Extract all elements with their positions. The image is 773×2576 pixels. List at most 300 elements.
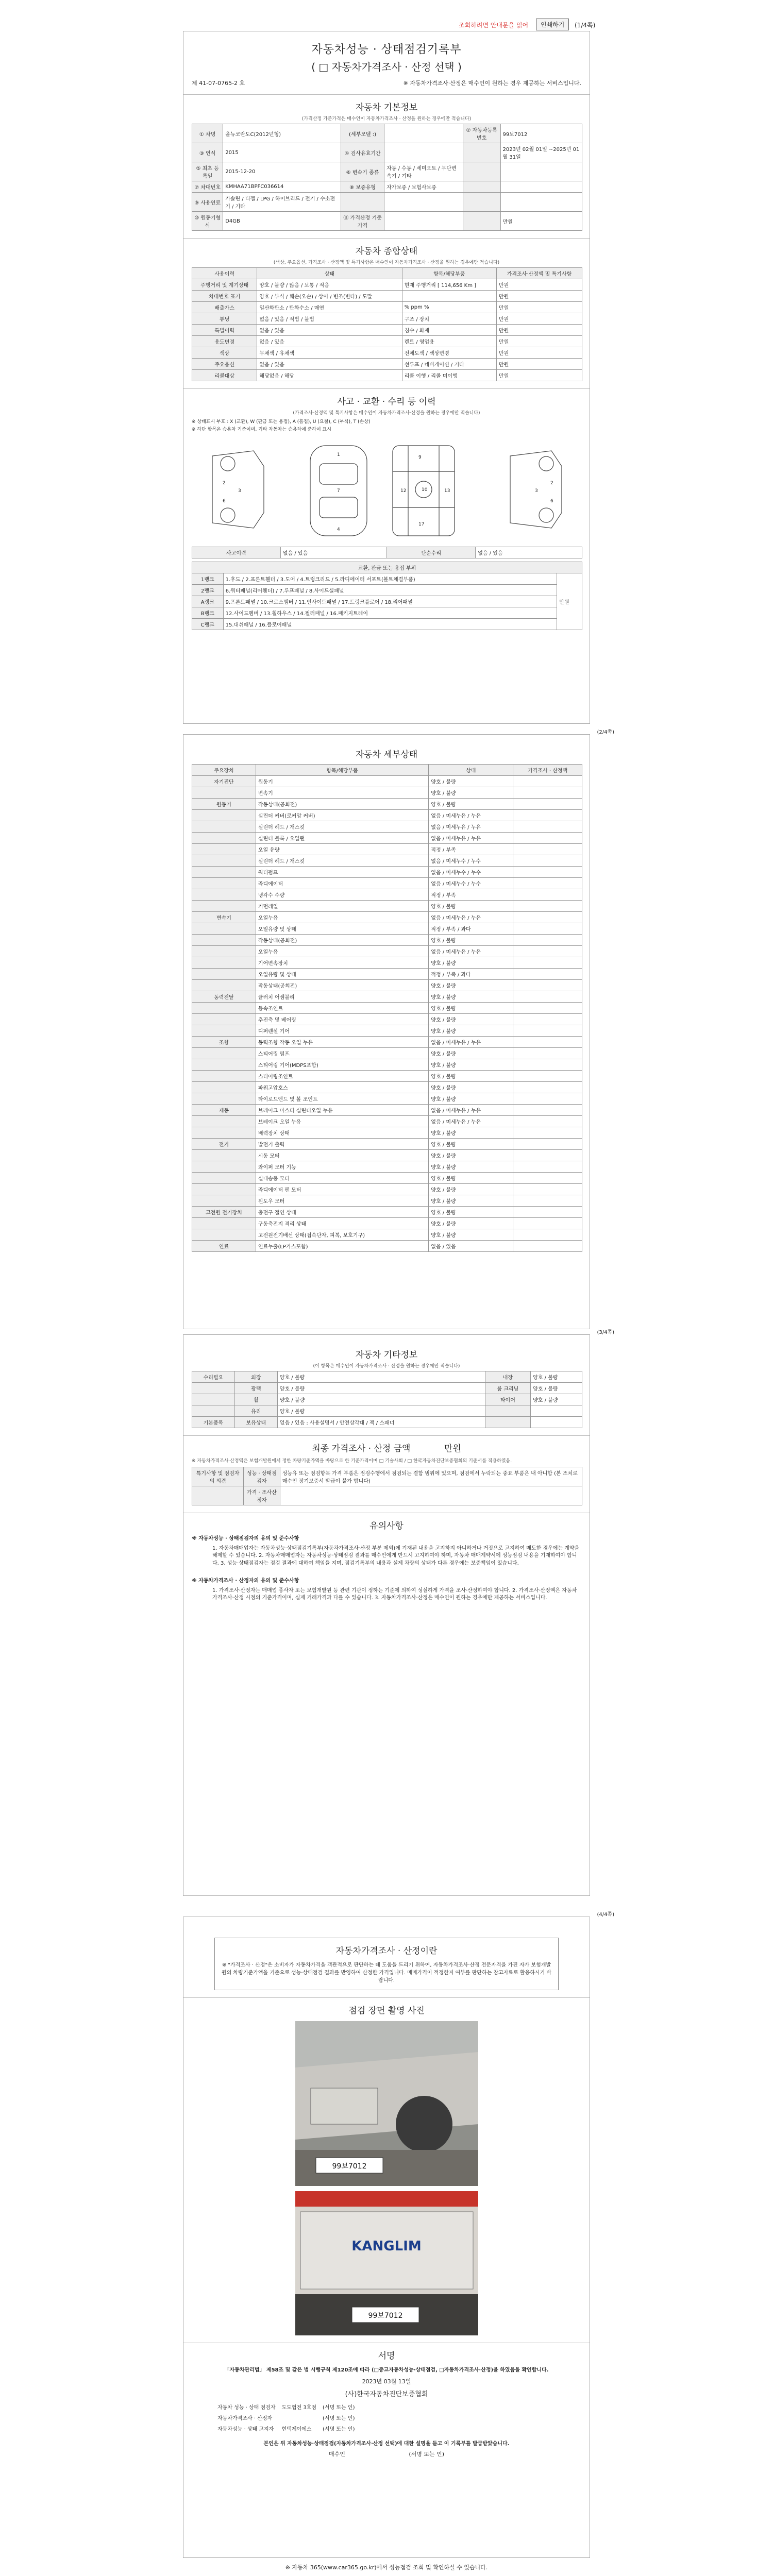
detail-state: 양호 / 불량 [429, 991, 513, 1003]
detail-item: 오일유량 및 상태 [256, 923, 428, 935]
other-info-note: (이 항목은 매수인이 자동차가격조사 · 산정을 원하는 경우에만 적습니다) [313, 1364, 460, 1369]
svg-text:4: 4 [337, 527, 340, 532]
overall-status-state: 양호 / 부식 / 훼손(오손) / 상이 / 변조(변타) / 도말 [257, 291, 402, 302]
detail-price [513, 1173, 582, 1184]
detail-group [192, 1150, 256, 1161]
detail-status-row [192, 935, 582, 946]
signature-seal: (서명 또는 인) [323, 2427, 355, 2432]
svg-text:13: 13 [444, 488, 450, 494]
basic-info-row [192, 181, 582, 193]
top-notice: 조회하려면 안내문을 읽어 [459, 22, 529, 29]
detail-item: 작동상태(공회전) [256, 935, 428, 946]
overall-status-row [192, 336, 582, 347]
detail-status-row [192, 1139, 582, 1150]
detail-price [513, 1003, 582, 1014]
detail-price [513, 1241, 582, 1252]
detail-group [192, 878, 256, 889]
signature-name: 도도협전 3호점 [281, 2405, 317, 2411]
frame-rank: 1랭크 [192, 573, 224, 585]
overall-status-header-cell: 항목/해당부품 [402, 268, 496, 279]
page-number: (3/4쪽) [597, 1330, 614, 1335]
detail-state: 양호 / 불량 [429, 1025, 513, 1037]
detail-item: 등속조인트 [256, 1003, 428, 1014]
detail-price [513, 991, 582, 1003]
basic-info-value-2 [384, 193, 463, 212]
caution-title: 유의사항 [183, 1513, 590, 1531]
other-info-group: 수리필요 [192, 1371, 235, 1383]
basic-info-note: (가격산정 가준가격은 매수인이 자동차가격조사 · 산정을 원하는 경우에만 적습니다) [301, 116, 472, 122]
frame-damage-row [192, 619, 582, 630]
signature-role: 자동차 성능 · 상태 점검자 [217, 2405, 276, 2411]
simple-repair-value: 없음 / 있음 [476, 547, 582, 558]
detail-status-row [192, 867, 582, 878]
caution-heading-2: ※ 자동차가격조사 · 산정자의 유의 및 준수사항 [192, 1578, 299, 1584]
detail-price [513, 1127, 582, 1139]
detail-price [513, 1139, 582, 1150]
detail-item: 브레이크 마스터 실린더오일 누유 [256, 1105, 428, 1116]
detail-price [513, 855, 582, 867]
overall-status-detail: 리콜 이행 / 리콜 미이행 [402, 370, 496, 381]
detail-group: 원동기 [192, 799, 256, 810]
detail-item: 고전원전기배선 상태(접속단자, 피복, 보호기구) [256, 1229, 428, 1241]
detail-state: 없음 / 미세누유 / 누유 [429, 946, 513, 957]
detail-group: 전기 [192, 1139, 256, 1150]
other-info-state-2: 양호 / 불량 [531, 1394, 582, 1405]
svg-text:9: 9 [418, 455, 422, 460]
detail-price [513, 1218, 582, 1229]
detail-item: 윈도우 모터 [256, 1195, 428, 1207]
detail-group [192, 946, 256, 957]
buyer-note: 본인은 위 자동차성능·상태점검(자동차가격조사·산정 선택)에 대한 설명을 듣고 이 기록부를 발급받았습니다. [263, 2441, 510, 2447]
detail-group [192, 1229, 256, 1241]
overall-status-title: 자동차 종합상태 [183, 238, 590, 257]
other-info-item: 유리 [234, 1405, 277, 1417]
detail-status-row [192, 1082, 582, 1093]
detail-item: 실린더 헤드 / 개스킷 [256, 855, 428, 867]
buyer-sign-line: 매수인 (서명 또는 인) [328, 2451, 445, 2458]
basic-info-key: ③ 연식 [192, 143, 223, 162]
svg-text:3: 3 [535, 488, 538, 494]
detail-state: 양호 / 불량 [429, 1139, 513, 1150]
other-info-table [192, 1371, 582, 1428]
status-legend-2: ※ 하단 항목은 승용차 기준이며, 기타 자동차는 승용차에 준하여 표시 [192, 427, 331, 432]
special-notes-role: 가격 · 조사산정자 [244, 1486, 280, 1505]
basic-info-value: KMHAA71BPFC036614 [223, 181, 341, 193]
svg-text:6: 6 [550, 499, 553, 504]
overall-status-detail: 전체도색 / 색상변경 [402, 347, 496, 359]
frame-items: 15.대쉬패널 / 16.플로어패널 [223, 619, 557, 630]
detail-state: 없음 / 미세누유 / 누유 [429, 1116, 513, 1127]
detail-group: 제동 [192, 1105, 256, 1116]
other-info-group: 기본품목 [192, 1417, 235, 1428]
detail-item: 와이퍼 모터 기능 [256, 1161, 428, 1173]
basic-info-key-2: ④ 검사유효기간 [341, 143, 384, 162]
detail-price [513, 799, 582, 810]
page-3 [183, 1330, 614, 1896]
detail-state: 양호 / 불량 [429, 1093, 513, 1105]
footer-note: ※ 자동차 365(www.car365.go.kr)에서 성능점검 조회 및 확인하실 수 있습니다. [285, 2564, 488, 2571]
overall-status-detail: 현재 주행거리 [ 114,656 Km ] [402, 279, 496, 291]
overall-status-detail: 구조 / 장치 [402, 313, 496, 325]
detail-state: 양호 / 불량 [429, 1229, 513, 1241]
detail-group [192, 833, 256, 844]
accident-key: 사고이력 [192, 547, 281, 558]
detail-state: 양호 / 불량 [429, 787, 513, 799]
detail-item: 실린더 헤드 / 개스킷 [256, 821, 428, 833]
detail-price [513, 1014, 582, 1025]
page-1 [183, 31, 590, 724]
accident-history-title: 사고 · 교환 · 수리 등 이력 [183, 388, 590, 407]
detail-group [192, 1048, 256, 1059]
detail-state: 양호 / 불량 [429, 1207, 513, 1218]
signature-table [214, 2401, 358, 2434]
detail-item: 작동상태(공회전) [256, 980, 428, 991]
special-notes-table [192, 1467, 582, 1505]
detail-status-row [192, 1207, 582, 1218]
detail-status-row [192, 833, 582, 844]
detail-group [192, 901, 256, 912]
overall-status-state: 없음 / 있음 [257, 325, 402, 336]
detail-state: 없음 / 미세누유 / 누유 [429, 1037, 513, 1048]
detail-price [513, 1229, 582, 1241]
price-info-title: 자동차가격조사 · 산정이란 [335, 1946, 438, 1956]
detail-status-row [192, 1161, 582, 1173]
final-price-unit: 만원 [444, 1444, 461, 1454]
detail-status-row [192, 1014, 582, 1025]
detail-item: 커먼레일 [256, 901, 428, 912]
detail-state: 없음 / 미세누수 / 누수 [429, 867, 513, 878]
detail-status-row [192, 1071, 582, 1082]
basic-info-key-2: (세부모델 :) [341, 124, 384, 143]
basic-info-row [192, 143, 582, 162]
frame-rank: B랭크 [192, 607, 224, 619]
other-info-row [192, 1417, 582, 1428]
detail-group: 연료 [192, 1241, 256, 1252]
overall-status-price: 만원 [496, 336, 582, 347]
special-notes-row [192, 1467, 582, 1486]
detail-status-row [192, 799, 582, 810]
other-info-item-2: 내장 [485, 1371, 530, 1383]
detail-price [513, 821, 582, 833]
signature-row [214, 2423, 358, 2434]
detail-group [192, 1025, 256, 1037]
svg-text:17: 17 [418, 522, 425, 527]
detail-state: 양호 / 불량 [429, 957, 513, 969]
other-info-state-2 [531, 1405, 582, 1417]
basic-info-value-3: 2023년 02월 01일 ~2025년 01월 31일 [500, 143, 582, 162]
detail-status-row [192, 1173, 582, 1184]
detail-item: 작동상태(공회전) [256, 799, 428, 810]
car-diagram [192, 435, 582, 544]
frame-items: 9.프론트패널 / 10.크로스멤버 / 11.인사이드패널 / 17.트렁크플로어 / 18.리어패널 [223, 596, 557, 607]
detail-item: 실린더 블록 / 오일팬 [256, 833, 428, 844]
accident-history-note: (가격조사·산정액 및 특기사항은 매수인이 자동차가격조사·산정을 원하는 경우에만 적습니다) [293, 411, 480, 416]
page-number: (2/4쪽) [597, 730, 614, 735]
basic-info-value-2: 자가보증 / 보험사보증 [384, 181, 463, 193]
detail-state: 양호 / 불량 [429, 1161, 513, 1173]
basic-info-key-2 [341, 193, 384, 212]
detail-group [192, 1218, 256, 1229]
detail-group: 변속기 [192, 912, 256, 923]
detail-group [192, 1173, 256, 1184]
detail-state: 없음 / 미세누유 / 누유 [429, 833, 513, 844]
overall-status-header-cell: 사용이력 [192, 268, 257, 279]
overall-status-detail: % ppm % [402, 302, 496, 313]
detail-status-row [192, 1150, 582, 1161]
signature-role: 자동차성능 · 상태 고지자 [217, 2427, 274, 2432]
signature-org: (사)한국자동차진단보증협회 [345, 2391, 428, 2398]
detail-price [513, 923, 582, 935]
detail-status-row [192, 889, 582, 901]
overall-status-key: 배출가스 [192, 302, 257, 313]
car-diagram-svg [192, 435, 582, 544]
caution-heading-1: ※ 자동차성능 · 상태점검자의 유의 및 준수사항 [192, 1536, 299, 1541]
detail-state: 양호 / 불량 [429, 1048, 513, 1059]
overall-status-price: 만원 [496, 313, 582, 325]
detail-status-row [192, 821, 582, 833]
detail-group [192, 855, 256, 867]
detail-status-row [192, 923, 582, 935]
service-warning: ※ 자동차가격조사·산정은 매수인이 원하는 경우 제공하는 서비스입니다. [403, 80, 581, 87]
detail-status-row [192, 1241, 582, 1252]
special-notes-value [280, 1486, 582, 1505]
detail-status-row [192, 1105, 582, 1116]
detail-price [513, 946, 582, 957]
detail-group: 동력전달 [192, 991, 256, 1003]
doc-number: 제 41-07-0765-2 호 [192, 80, 245, 87]
svg-text:2: 2 [223, 481, 226, 486]
other-info-item-2 [485, 1417, 530, 1428]
overall-status-row [192, 370, 582, 381]
signature-title: 서명 [183, 2343, 590, 2361]
detail-group [192, 1195, 256, 1207]
detail-price [513, 810, 582, 821]
frame-damage-row [192, 573, 582, 585]
overall-status-row [192, 279, 582, 291]
basic-info-key: ⑦ 차대번호 [192, 181, 223, 193]
detail-status-row [192, 969, 582, 980]
detail-price [513, 969, 582, 980]
overall-status-state: 양호 / 불량 / 많음 / 보통 / 적음 [257, 279, 402, 291]
signature-row [214, 2412, 358, 2423]
basic-info-key-3 [463, 193, 500, 212]
basic-info-key-3 [463, 181, 500, 193]
other-info-row [192, 1405, 582, 1417]
detail-status-row [192, 1059, 582, 1071]
detail-item: 변속기 [256, 787, 428, 799]
signature-row [214, 2401, 358, 2412]
detail-status-row [192, 1116, 582, 1127]
page-number: (4/4쪽) [597, 1912, 614, 1918]
detail-price [513, 878, 582, 889]
detail-state: 양호 / 불량 [429, 1218, 513, 1229]
wheel-front-left [221, 456, 235, 471]
overall-status-detail: 침수 / 화재 [402, 325, 496, 336]
detail-item: 동력조향 작동 오일 누유 [256, 1037, 428, 1048]
other-info-state: 양호 / 불량 [277, 1371, 485, 1383]
overall-status-detail: 렌트 / 영업용 [402, 336, 496, 347]
frame-items: 6.쿼터패널(리어휀더) / 7.루프패널 / 8.사이드실패널 [223, 585, 557, 596]
detail-state: 양호 / 불량 [429, 901, 513, 912]
detail-group [192, 969, 256, 980]
detail-group [192, 1116, 256, 1127]
detail-item: 스티어링 기어(MDPS포함) [256, 1059, 428, 1071]
frame-damage-row [192, 607, 582, 619]
detail-status-row [192, 957, 582, 969]
detail-item: 디퍼렌셜 기어 [256, 1025, 428, 1037]
caution-text-1: 1. 자동차매매업자는 자동차성능·상태점검기록부(자동차가격조사·산정 부분 제외)에 기재된 내용을 고지하지 아니하거나 거짓으로 고지하여 매도한 경우에는 계약을 해제할 수 있습니다. 2. 자동차매매업자는 자동차성능·상태점검 결과를 매수인에게 반드시 고지하여야 하며, 자동차 매매계약서에 성능점검 내용을 기재하여야 합니다. 3. 성능·상태점검자는 점검 결과에 대하여 책임을 지며, 점검기록부의 내용과 실제 차량의 상태가 다른 경우에는 보증책임이 있습니다. [212, 1545, 580, 1566]
detail-state: 양호 / 불량 [429, 1082, 513, 1093]
other-info-item: 외장 [234, 1371, 277, 1383]
basic-info-row [192, 162, 582, 181]
overall-status-price: 만원 [496, 370, 582, 381]
overall-status-state: 일산화탄소 / 탄화수소 / 매연 [257, 302, 402, 313]
detail-status-row [192, 1229, 582, 1241]
detail-price [513, 1116, 582, 1127]
overall-status-header-cell: 상태 [257, 268, 402, 279]
detail-state: 없음 / 미세누수 / 누수 [429, 855, 513, 867]
detail-status-row [192, 1048, 582, 1059]
detail-status-row [192, 810, 582, 821]
detail-price [513, 980, 582, 991]
detail-price [513, 1207, 582, 1218]
simple-repair-key: 단순수리 [387, 547, 476, 558]
basic-info-key-3 [463, 212, 500, 231]
overall-status-price: 만원 [496, 302, 582, 313]
detail-price [513, 1093, 582, 1105]
detail-status-header [192, 765, 582, 776]
frame-rank: C랭크 [192, 619, 224, 630]
detail-price [513, 844, 582, 855]
other-info-group [192, 1394, 235, 1405]
overall-status-row [192, 347, 582, 359]
other-info-row [192, 1394, 582, 1405]
basic-info-key: ⑨ 사용연료 [192, 193, 223, 212]
detail-status-header-cell: 가격조사 · 산정액 [513, 765, 582, 776]
detail-status-table [192, 764, 582, 1252]
other-info-state: 없음 / 있음 : 사용설명서 / 안전삼각대 / 잭 / 스패너 [277, 1417, 485, 1428]
overall-status-row [192, 359, 582, 370]
detail-status-row [192, 901, 582, 912]
accident-summary-row [192, 547, 582, 558]
detail-price [513, 935, 582, 946]
frame-damage-row [192, 585, 582, 596]
other-info-state: 양호 / 불량 [277, 1383, 485, 1394]
basic-info-key-2: ⑥ 변속기 종류 [341, 162, 384, 181]
signature-note: 「자동차관리법」 제58조 및 같은 법 시행규칙 제120조에 따라 (□중고자동차성능·상태점검, □자동차가격조사·산정)을 하였음을 확인합니다. [224, 2367, 549, 2373]
detail-item: 발전기 출력 [256, 1139, 428, 1150]
detail-group [192, 844, 256, 855]
frame-damage-header-cell: 교환, 판금 또는 용접 부위 [192, 562, 582, 573]
svg-text:7: 7 [337, 488, 340, 494]
detail-group [192, 957, 256, 969]
basic-info-value-3 [500, 181, 582, 193]
basic-info-table [192, 124, 582, 231]
other-info-item-2 [485, 1405, 530, 1417]
detail-status-row [192, 1218, 582, 1229]
special-notes-row [192, 1486, 582, 1505]
doc-number-line [192, 79, 581, 87]
other-info-state-2 [531, 1417, 582, 1428]
detail-price [513, 1105, 582, 1116]
detail-group [192, 1082, 256, 1093]
detail-state: 양호 / 불량 [429, 1173, 513, 1184]
basic-info-title: 자동차 기본정보 [183, 94, 590, 113]
detail-item: 구동축전지 격리 상태 [256, 1218, 428, 1229]
detail-state: 적정 / 부족 [429, 844, 513, 855]
detail-price [513, 1048, 582, 1059]
basic-info-key: ⑩ 원동기형식 [192, 212, 223, 231]
accident-value: 없음 / 있음 [280, 547, 387, 558]
print-button[interactable]: 인쇄하기 [536, 19, 569, 30]
detail-price [513, 1184, 582, 1195]
overall-status-row [192, 313, 582, 325]
svg-text:2: 2 [550, 481, 553, 486]
detail-item: 오일누유 [256, 912, 428, 923]
frame-rank: A랭크 [192, 596, 224, 607]
detail-state: 양호 / 불량 [429, 776, 513, 787]
detail-state: 양호 / 불량 [429, 1150, 513, 1161]
wheel-rear-left [221, 508, 235, 522]
detail-state: 적정 / 부족 [429, 889, 513, 901]
other-info-group [192, 1405, 235, 1417]
detail-state: 양호 / 불량 [429, 980, 513, 991]
detail-group [192, 1014, 256, 1025]
detail-state: 없음 / 미세누수 / 누수 [429, 878, 513, 889]
detail-price [513, 787, 582, 799]
detail-group [192, 935, 256, 946]
detail-group [192, 1071, 256, 1082]
detail-state: 양호 / 불량 [429, 799, 513, 810]
signature-role: 자동차가격조사 · 산정자 [217, 2416, 273, 2421]
detail-item: 실내송풍 모터 [256, 1173, 428, 1184]
basic-info-value-3 [500, 193, 582, 212]
detail-price [513, 1059, 582, 1071]
basic-info-key-2: ⑪ 가격산정 기준가격 [341, 212, 384, 231]
detail-state: 양호 / 불량 [429, 1127, 513, 1139]
overall-status-key: 용도변경 [192, 336, 257, 347]
overall-status-detail [402, 291, 496, 302]
basic-info-value-2 [384, 124, 463, 143]
detail-group [192, 1059, 256, 1071]
frame-rank: 2랭크 [192, 585, 224, 596]
overall-status-key: 튜닝 [192, 313, 257, 325]
basic-info-value-2 [384, 143, 463, 162]
final-price-title: 최종 가격조사 · 산정 금액 만원 [183, 1435, 590, 1454]
special-notes-key: 특기사항 및 점검자의 의견 [192, 1467, 244, 1486]
detail-group [192, 1003, 256, 1014]
detail-status-row [192, 1184, 582, 1195]
overall-status-key: 리콜대상 [192, 370, 257, 381]
svg-text:12: 12 [400, 488, 407, 494]
overall-status-price: 만원 [496, 279, 582, 291]
other-info-state: 양호 / 불량 [277, 1394, 485, 1405]
detail-status-row [192, 1037, 582, 1048]
detail-group [192, 923, 256, 935]
detail-state: 없음 / 있음 [429, 1241, 513, 1252]
signature-name: 현택제이에스 [281, 2427, 312, 2432]
detail-status-row [192, 991, 582, 1003]
svg-text:1: 1 [337, 452, 340, 457]
detail-group [192, 821, 256, 833]
detail-item: 기어변속장치 [256, 957, 428, 969]
detail-status-row [192, 787, 582, 799]
photo-title: 점검 장면 촬영 사진 [183, 1997, 590, 2016]
special-notes-value: 성능유 또는 점검항목 가격 부품은 점검수행에서 점검되는 결함 범위에 있으며, 점검에서 누락되는 중요 부품은 내 아니함 (본 조치로 매수인 장기보증서 발급이 불가 합니다) [280, 1467, 582, 1486]
overall-status-row [192, 325, 582, 336]
frame-price: 만원 [557, 573, 582, 630]
document-subtitle: ( □ 자동차가격조사 · 산정 선택 ) [311, 61, 462, 73]
